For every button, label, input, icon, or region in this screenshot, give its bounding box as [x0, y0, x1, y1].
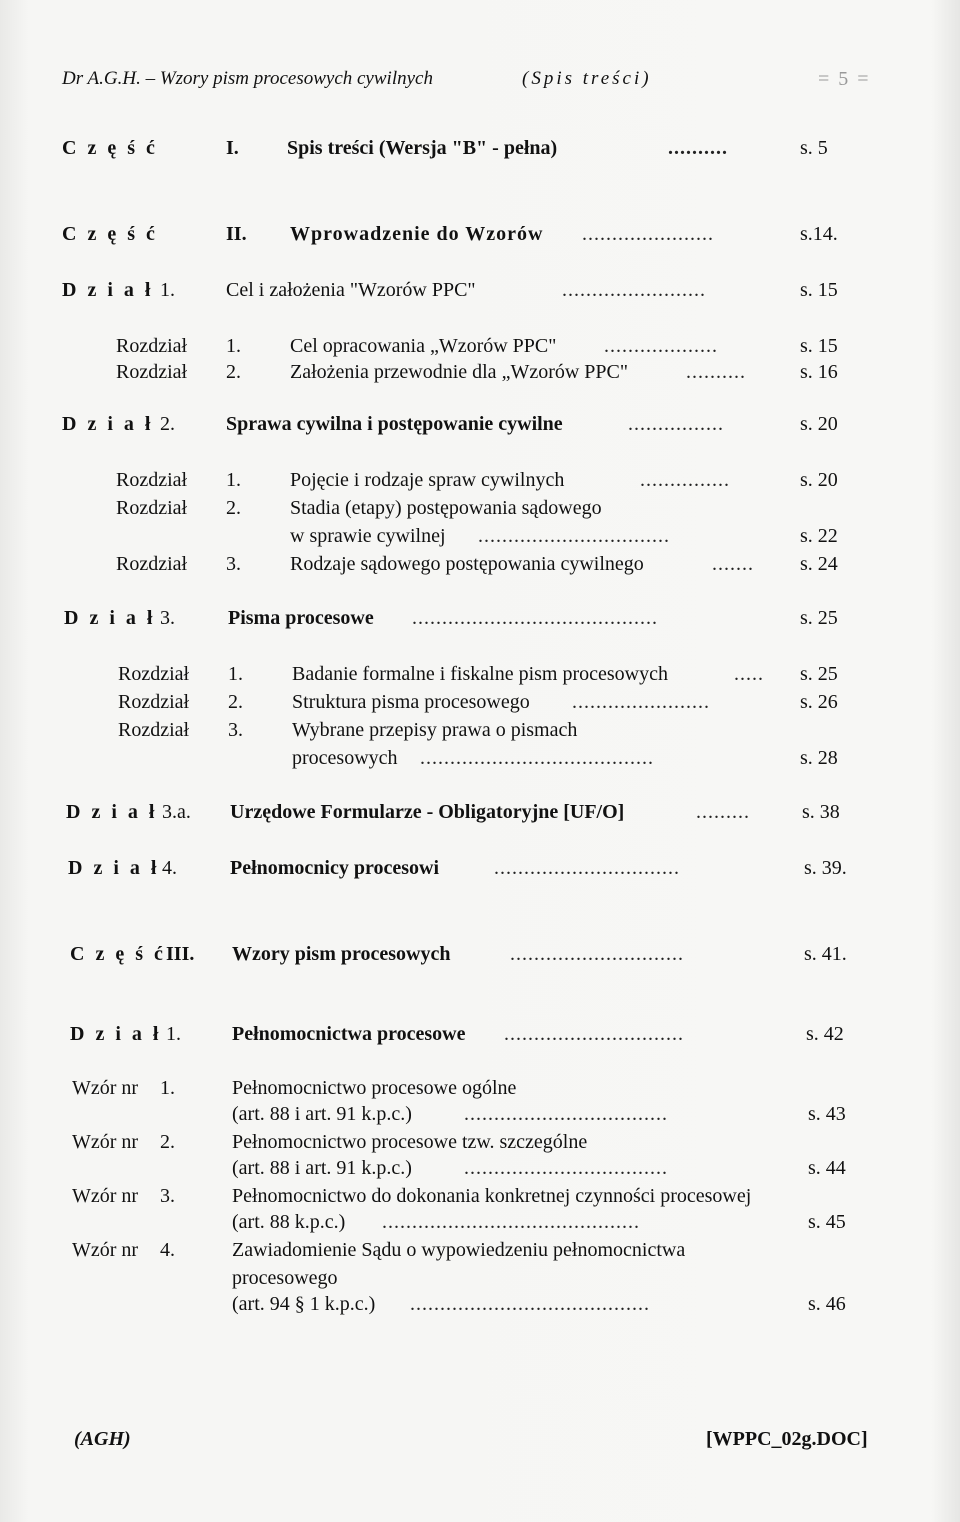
entry-label: D z i a ł	[70, 1023, 162, 1045]
dot-leader: ...................	[604, 335, 718, 357]
entry-number: 3.a.	[162, 801, 191, 823]
entry-number: 1.	[226, 335, 241, 357]
dot-leader: .....	[734, 663, 764, 685]
entry-label: Rozdział	[118, 663, 190, 685]
entry-page: s. 38	[802, 801, 840, 823]
entry-number: 2.	[228, 691, 243, 713]
entry-title: Założenia przewodnie dla „Wzorów PPC"	[290, 361, 629, 383]
entry-number: 3.	[228, 719, 243, 741]
footer-filename: [WPPC_02g.DOC]	[706, 1428, 868, 1450]
entry-label: Rozdział	[116, 497, 188, 519]
entry-label: C z ę ś ć	[62, 223, 158, 245]
dot-leader: .......	[712, 553, 754, 575]
entry-number: 3.	[160, 607, 175, 629]
entry-label: C z ę ś ć	[62, 137, 158, 159]
entry-title-line2: (art. 88 i art. 91 k.p.c.)	[232, 1103, 412, 1125]
entry-page: s. 41.	[804, 943, 847, 965]
entry-label: Wzór nr	[72, 1185, 139, 1207]
dot-leader: ..........	[668, 137, 728, 159]
entry-page: s. 42	[806, 1023, 844, 1045]
entry-number: 1.	[166, 1023, 181, 1045]
dot-leader: ..........	[686, 361, 746, 383]
entry-number: 3.	[160, 1185, 175, 1207]
entry-title: Pełnomocnictwa procesowe	[232, 1023, 466, 1045]
entry-page: s. 24	[800, 553, 838, 575]
entry-title: Rodzaje sądowego postępowania cywilnego	[290, 553, 644, 575]
entry-label: Wzór nr	[72, 1239, 139, 1261]
entry-title-line2: procesowego	[232, 1267, 338, 1289]
entry-page: s. 20	[800, 413, 838, 435]
entry-page: s. 26	[800, 691, 838, 713]
dot-leader: ................	[628, 413, 724, 435]
entry-page: s.14.	[800, 223, 838, 245]
entry-label: Rozdział	[118, 719, 190, 741]
entry-page: s. 20	[800, 469, 838, 491]
entry-label: Rozdział	[116, 361, 188, 383]
entry-label: Rozdział	[118, 691, 190, 713]
entry-title: Spis treści (Wersja "B" - pełna)	[287, 137, 558, 159]
entry-number: 3.	[226, 553, 241, 575]
entry-label: D z i a ł	[62, 279, 154, 301]
dot-leader: ......................	[582, 223, 714, 245]
entry-label: Wzór nr	[72, 1131, 139, 1153]
entry-label: Wzór nr	[72, 1077, 139, 1099]
dot-leader: .........	[696, 801, 750, 823]
footer-initials: (AGH)	[74, 1428, 131, 1450]
entry-number: 1.	[226, 469, 241, 491]
dot-leader: ........................	[562, 279, 706, 301]
entry-title: Cel opracowania „Wzorów PPC"	[290, 335, 557, 357]
dot-leader: .......................	[572, 691, 710, 713]
entry-title-line2: (art. 88 k.p.c.)	[232, 1211, 346, 1233]
entry-page: s. 28	[800, 747, 838, 769]
entry-title-line2: (art. 88 i art. 91 k.p.c.)	[232, 1157, 412, 1179]
dot-leader: .............................	[510, 943, 684, 965]
entry-page: s. 22	[800, 525, 838, 547]
entry-page: s. 43	[808, 1103, 846, 1125]
dot-leader: ..................................	[464, 1157, 668, 1179]
dot-leader: ...............................	[494, 857, 680, 879]
dot-leader: .........................................	[412, 607, 658, 629]
entry-title: Wzory pism procesowych	[232, 943, 451, 965]
entry-label: D z i a ł	[68, 857, 160, 879]
entry-label: D z i a ł	[64, 607, 156, 629]
entry-page: s. 46	[808, 1293, 846, 1315]
header-author-title: Dr A.G.H. – Wzory pism procesowych cywilnych	[62, 68, 433, 89]
dot-leader: ................................	[478, 525, 670, 547]
dot-leader: ...........................................	[382, 1211, 640, 1233]
dot-leader: ..................................	[464, 1103, 668, 1125]
page-number: = 5 =	[818, 68, 871, 90]
entry-label: Rozdział	[116, 553, 188, 575]
entry-number: 2.	[160, 413, 175, 435]
entry-number: 1.	[160, 279, 175, 301]
header-toc-label: (Spis treści)	[522, 68, 652, 89]
entry-number: II.	[226, 223, 247, 245]
entry-page: s. 44	[808, 1157, 846, 1179]
entry-number: 2.	[160, 1131, 175, 1153]
entry-title: Wybrane przepisy prawa o pismach	[292, 719, 578, 741]
entry-number: III.	[166, 943, 195, 965]
entry-number: 2.	[226, 361, 241, 383]
entry-label: D z i a ł	[66, 801, 158, 823]
entry-page: s. 39.	[804, 857, 847, 879]
entry-page: s. 45	[808, 1211, 846, 1233]
entry-title: Wprowadzenie do Wzorów	[290, 223, 544, 245]
entry-number: 2.	[226, 497, 241, 519]
dot-leader: .......................................	[420, 747, 654, 769]
entry-title: Badanie formalne i fiskalne pism procesowych	[292, 663, 668, 685]
dot-leader: ........................................	[410, 1293, 650, 1315]
entry-title: Cel i założenia "Wzorów PPC"	[226, 279, 476, 301]
entry-label: Rozdział	[116, 335, 188, 357]
entry-label: Rozdział	[116, 469, 188, 491]
entry-title: Stadia (etapy) postępowania sądowego	[290, 497, 602, 519]
entry-page: s. 16	[800, 361, 838, 383]
entry-page: s. 15	[800, 279, 838, 301]
entry-title: Urzędowe Formularze - Obligatoryjne [UF/O]	[230, 801, 625, 823]
entry-number: 1.	[160, 1077, 175, 1099]
entry-title: Pisma procesowe	[228, 607, 374, 629]
entry-title: Sprawa cywilna i postępowanie cywilne	[226, 413, 563, 435]
entry-title-line2: w sprawie cywilnej	[290, 525, 446, 547]
entry-number: 4.	[162, 857, 177, 879]
entry-title: Pojęcie i rodzaje spraw cywilnych	[290, 469, 565, 491]
entry-page: s. 15	[800, 335, 838, 357]
entry-title: Zawiadomienie Sądu o wypowiedzeniu pełnomocnictwa	[232, 1239, 686, 1261]
entry-title-line3: (art. 94 § 1 k.p.c.)	[232, 1293, 376, 1315]
dot-leader: ...............	[640, 469, 730, 491]
entry-title-line2: procesowych	[292, 747, 398, 769]
entry-title: Pełnomocnictwo procesowe tzw. szczególne	[232, 1131, 588, 1153]
entry-number: I.	[226, 137, 239, 159]
entry-number: 4.	[160, 1239, 175, 1261]
entry-title: Struktura pisma procesowego	[292, 691, 530, 713]
entry-title: Pełnomocnictwo procesowe ogólne	[232, 1077, 517, 1099]
entry-label: D z i a ł	[62, 413, 154, 435]
dot-leader: ..............................	[504, 1023, 684, 1045]
entry-title: Pełnomocnicy procesowi	[230, 857, 440, 879]
entry-title: Pełnomocnictwo do dokonania konkretnej czynności procesowej	[232, 1185, 752, 1207]
entry-page: s. 25	[800, 663, 838, 685]
entry-page: s. 5	[800, 137, 828, 159]
entry-page: s. 25	[800, 607, 838, 629]
entry-label: C z ę ś ć	[70, 943, 166, 965]
entry-number: 1.	[228, 663, 243, 685]
